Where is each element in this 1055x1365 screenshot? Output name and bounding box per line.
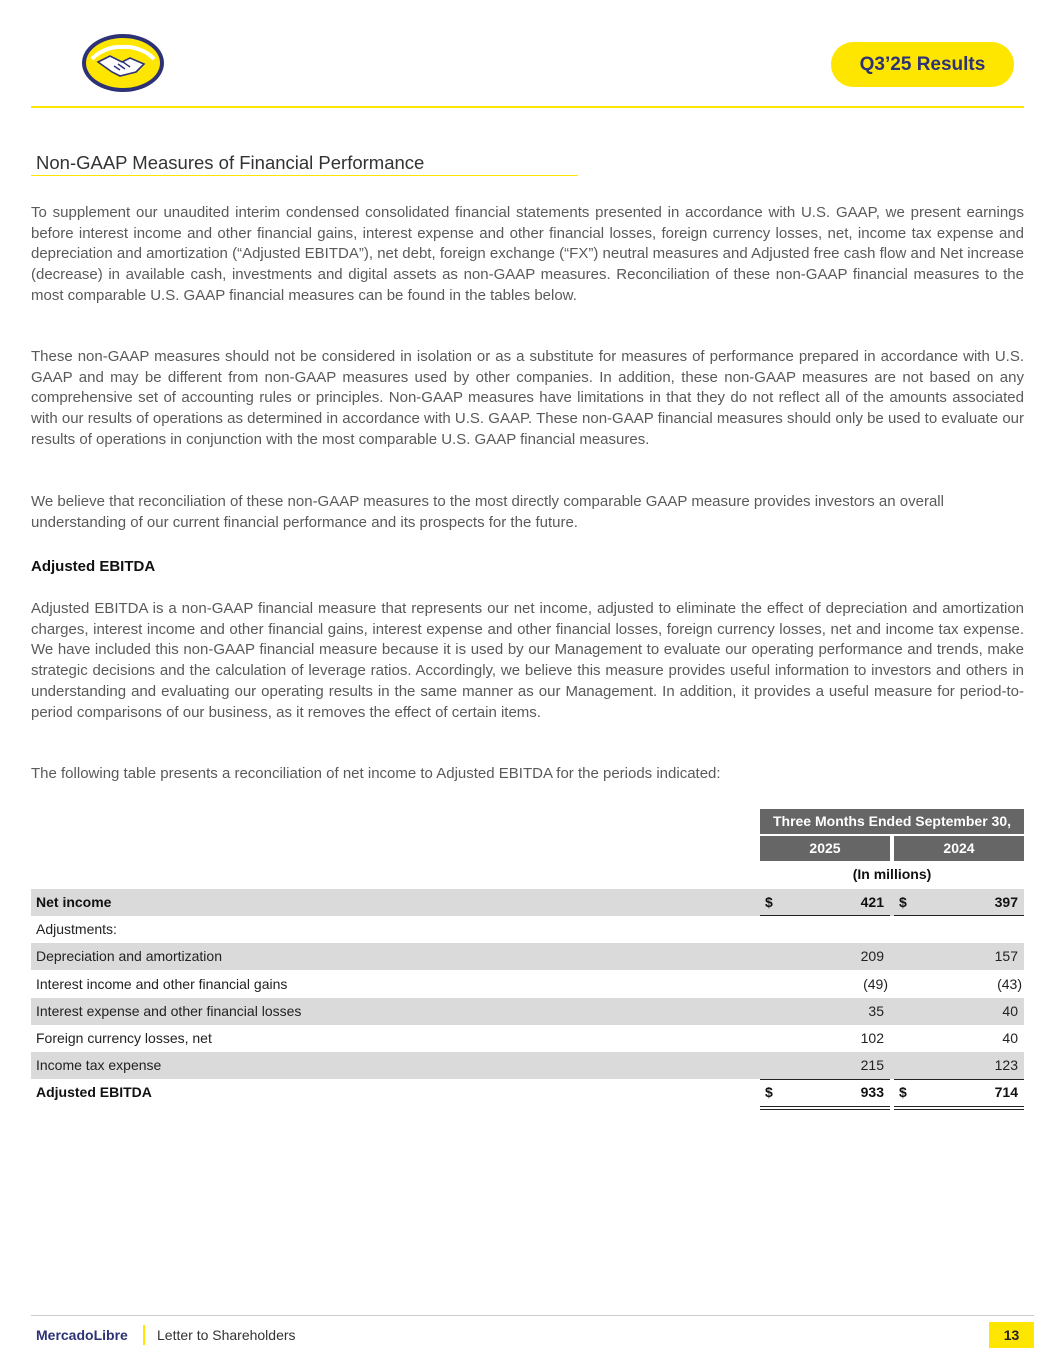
value-2024: 714 xyxy=(994,1084,1018,1101)
value-2024: 40 xyxy=(1002,1002,1018,1019)
footer-brand: MercadoLibre xyxy=(36,1327,128,1343)
value-2025: (49) xyxy=(863,975,888,992)
subtotal-rule-2025 xyxy=(760,915,890,916)
total-double-rule-b-2024 xyxy=(894,1109,1024,1110)
column-header-2024: 2024 xyxy=(894,836,1024,861)
units-label: (In millions) xyxy=(852,866,932,882)
limitations-paragraph: These non-GAAP measures should not be considered in isolation or as a substitute for measures of performance prepared in accordance with U.S. GAAP and may be different from non-GAAP measures used by other companies. In addition, these non-GAAP measures are not based on any comprehensive set of accounting rules or principles. Non-GAAP measures have limitations in that they do not reflect all of the amounts associated with our results of operations as determined in accordance with U.S. GAAP. These non-GAAP financial measures should only be used to evaluate our results of operations in conjunction with the most comparable U.S. GAAP financial measures. xyxy=(31,348,1024,448)
row-label: Income tax expense xyxy=(36,1057,162,1074)
ebitda-heading: Adjusted EBITDA xyxy=(31,558,156,575)
table-row xyxy=(31,998,1024,1025)
footer-document-title: Letter to Shareholders xyxy=(157,1327,296,1343)
footer-divider xyxy=(31,1315,1034,1316)
row-label: Foreign currency losses, net xyxy=(36,1030,212,1046)
intro-paragraph: To supplement our unaudited interim condensed consolidated financial statements presented in accordance with U.S. GAAP, we present earnings before interest income and other financial gains, interest expense and other financial losses, foreign currency losses, net, income tax expense and depreciation and amortization (“Adjusted EBITDA”), net debt, foreign exchange (“FX”) neutral measures and Adjusted free cash flow and Net increase (decrease) in available cash, investments and digital assets as non-GAAP measures. Reconciliation of these non-GAAP financial measures to the most comparable U.S. GAAP financial measures can be found in the tables below. xyxy=(31,204,1024,304)
row-label: Interest expense and other financial losses xyxy=(36,1002,302,1019)
table-intro-paragraph: The following table presents a reconciliation of net income to Adjusted EBITDA for the periods indicated: xyxy=(31,765,721,782)
row-label: Adjusted EBITDA xyxy=(36,1084,152,1101)
reconciliation-paragraph: We believe that reconciliation of these non-GAAP measures to the most directly comparable GAAP measure provides investors an overall understanding of our current financial performance and its prospects for the future. xyxy=(31,493,944,531)
table-row xyxy=(31,1025,1024,1052)
currency-symbol-2024: $ xyxy=(899,1084,907,1101)
results-badge: Q3’25 Results xyxy=(831,42,1014,87)
value-2024: 397 xyxy=(994,894,1018,910)
value-2024: 40 xyxy=(1002,1030,1018,1046)
currency-symbol-2025: $ xyxy=(765,1084,773,1101)
column-header-2025: 2025 xyxy=(760,836,890,861)
total-double-rule-a-2025 xyxy=(760,1106,890,1107)
total-top-rule-2025 xyxy=(760,1079,890,1080)
section-title-text: Non-GAAP Measures of Financial Performance xyxy=(36,152,425,173)
subtotal-rule-2024 xyxy=(894,915,1024,916)
value-2025: 421 xyxy=(860,894,884,910)
total-double-rule-b-2025 xyxy=(760,1109,890,1110)
table-row xyxy=(31,1052,1024,1079)
table-row xyxy=(31,1079,1024,1106)
currency-symbol-2024: $ xyxy=(899,894,907,910)
period-header: Three Months Ended September 30, xyxy=(760,809,1024,834)
currency-symbol-2025: $ xyxy=(765,894,773,910)
page-number: 13 xyxy=(989,1322,1034,1348)
value-2025: 209 xyxy=(860,948,884,965)
value-2025: 102 xyxy=(860,1030,884,1046)
row-label: Net income xyxy=(36,894,112,910)
value-2025: 35 xyxy=(868,1002,884,1019)
value-2024: (43) xyxy=(997,975,1022,992)
value-2025: 933 xyxy=(860,1084,884,1101)
row-label: Adjustments: xyxy=(36,921,117,938)
table-row xyxy=(31,971,1024,998)
row-label: Depreciation and amortization xyxy=(36,948,222,965)
handshake-logo-icon xyxy=(80,32,166,94)
value-2025: 215 xyxy=(860,1057,884,1074)
table-row xyxy=(31,889,1024,916)
total-double-rule-a-2024 xyxy=(894,1106,1024,1107)
value-2024: 157 xyxy=(994,948,1018,965)
page-header xyxy=(31,0,1024,108)
row-label: Interest income and other financial gains xyxy=(36,975,288,992)
ebitda-definition-paragraph: Adjusted EBITDA is a non-GAAP financial measure that represents our net income, adjusted to eliminate the effect of depreciation and amortization charges, interest income and other financial gains, interest expense and other financial losses, foreign currency losses, net and income tax expense. We have included this non-GAAP financial measure because it is used by our Management to evaluate our operating performance and trends, make strategic decisions and the calculation of leverage ratios. Accordingly, we believe this measure provides useful information to investors and others in understanding and evaluating our operating results in the same manner as our Management. In addition, it provides a useful measure for period-to-period comparisons of our business, as it removes the effect of certain items. xyxy=(31,600,1024,721)
total-top-rule-2024 xyxy=(894,1079,1024,1080)
value-2024: 123 xyxy=(994,1057,1018,1074)
table-row xyxy=(31,943,1024,970)
footer-separator xyxy=(143,1325,145,1345)
header-divider xyxy=(31,106,1024,108)
section-title xyxy=(31,150,578,176)
table-row xyxy=(31,916,1024,943)
